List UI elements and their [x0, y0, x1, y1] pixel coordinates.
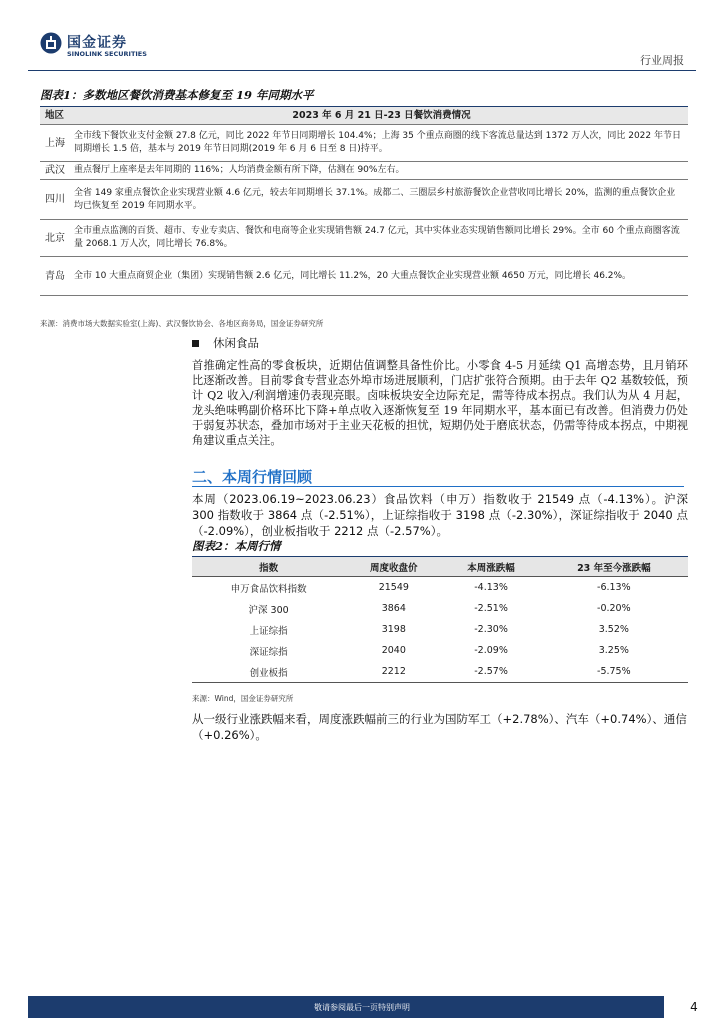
header-ytd-change: 23 年至今涨跌幅 [540, 557, 688, 577]
ytd-change: -0.20% [597, 603, 631, 614]
industry-paragraph: 从一级行业涨跌幅来看，周度涨跌幅前三的行业为国防军工（+2.78%）、汽车（+0.74%）、通信（+0.26%）。 [192, 712, 687, 742]
week-change: -2.09% [474, 645, 508, 656]
table-header [40, 106, 688, 125]
detail-cell: 全市 10 大重点商贸企业（集团）实现销售额 2.6 亿元，同比增长 11.2%，20 大重点餐饮企业实现营业额 4650 万元，同比增长 46.2%。 [74, 270, 632, 281]
snacks-heading [192, 335, 259, 351]
region-cell: 武汉 [45, 165, 65, 176]
index-name: 申万食品饮料指数 [230, 583, 307, 595]
figure1-title: 图表1：多数地区餐饮消费基本修复至 19 年同期水平 [40, 88, 314, 102]
figure2-title: 图表2：本周行情 [192, 539, 281, 553]
week-change: -2.51% [474, 603, 508, 614]
close-value: 2212 [345, 661, 442, 683]
section-title: 二、本周行情回顾 [192, 468, 313, 486]
index-name: 沪深 300 [248, 604, 289, 616]
region-cell: 四川 [45, 194, 65, 205]
header-week-change: 本周涨跌幅 [442, 557, 539, 577]
market-summary-paragraph: 本周（2023.06.19~2023.06.23）食品饮料（申万）指数收于 21549 点（-4.13%）。沪深 300 指数收于 3864 点（-2.51%），上证综指收于 3198 点（-2.30%），深证综指收于 2040 点（-2.09%），创业板指收于 2212 点（-2.57%）。 [192, 492, 688, 538]
region-cell: 北京 [45, 232, 65, 244]
header-index: 指数 [192, 557, 345, 577]
company-logo [40, 30, 150, 60]
figure2-source: 来源：Wind，国金证券研究所 [192, 694, 294, 703]
index-name: 深证综指 [249, 646, 288, 658]
table-row [192, 640, 688, 661]
ytd-change: -6.13% [597, 582, 631, 593]
logo-text-cn: 国金证券 [67, 35, 127, 51]
close-value: 3864 [381, 603, 406, 614]
section-divider [192, 486, 684, 487]
index-name: 创业板指 [192, 661, 345, 683]
table-row [40, 125, 688, 162]
sinolink-logo-icon [40, 32, 62, 54]
table-row [40, 180, 688, 220]
header-close: 周度收盘价 [345, 557, 442, 577]
week-change: -2.57% [442, 661, 539, 683]
detail-cell: 全市线下餐饮业支付金额 27.8 亿元，同比 2022 年节日同期增长 104.4%；上海 35 个重点商圈的线下客流总量达到 1372 万人次，同比 2022 年节日同期增长 1.5 倍，基本与 2019 年节日同期(2019 年 6 月 6 日至 8 日)持平。 [74, 131, 681, 154]
table-row [40, 220, 688, 257]
bullet-square-icon [192, 340, 199, 347]
close-value: 2040 [381, 645, 406, 656]
region-cell: 上海 [45, 137, 65, 149]
table-row [192, 661, 688, 683]
snacks-heading-text: 休闲食品 [213, 336, 259, 350]
week-change: -2.30% [474, 624, 508, 635]
ytd-change: -5.75% [540, 661, 688, 683]
header-divider [28, 70, 696, 71]
index-name: 上证综指 [249, 625, 288, 637]
close-value: 21549 [378, 582, 409, 593]
logo-text-en: SINOLINK SECURITIES [67, 50, 147, 58]
detail-cell: 全省 149 家重点餐饮企业实现营业额 4.6 亿元，较去年同期增长 37.1%。成都二、三圈层乡村旅游餐饮企业营收同比增长 20%，监测的重点餐饮企业均已恢复至 2019 年同期水平。 [74, 187, 676, 211]
week-change: -4.13% [474, 582, 508, 593]
close-value: 3198 [381, 624, 406, 635]
table-header-row [192, 557, 688, 577]
ytd-change: 3.25% [598, 645, 629, 656]
report-type: 行业周报 [640, 54, 684, 67]
detail-cell: 全市重点监测的百货、超市、专业专卖店、餐饮和电商等企业实现销售额 24.7 亿元，其中实体业态实现销售额同比增长 29%。全市 60 个重点商圈客流量 2068.1 万人次，同比增长 76.8%。 [74, 226, 680, 249]
figure2-table [192, 556, 688, 683]
footer-disclaimer[interactable]: 敬请参阅最后一页特别声明 [314, 1003, 410, 1012]
region-cell: 青岛 [45, 270, 65, 282]
table-row [192, 598, 688, 619]
ytd-change: 3.52% [598, 624, 629, 635]
header-region: 地区 [45, 110, 65, 121]
page-number: 4 [664, 996, 724, 1018]
figure1-table [40, 106, 688, 296]
snacks-paragraph: 首推确定性高的零食板块，近期估值调整具备性价比。小零食 4-5 月延续 Q1 高增态势，且月销环比逐渐改善。目前零食专营业态外埠市场进展顺利，门店扩张符合预期。由于去年 Q2 基数较低，预计 Q2 收入/利润增速仍表现亮眼。卤味板块安全边际充足，需等待成本拐点。我们认为从 4 月起，龙头绝味鸭副价格环比下降+单点收入逐渐恢复至 19 年同期水平，基本面已有改善。但消费力仍处于弱复苏状态，叠加市场对于主业天花板的担忧，短期仍处于磨底状态，仍需等待成本拐点，中期视角建议重点关注。 [192, 359, 688, 447]
table-row [40, 162, 688, 180]
detail-cell: 重点餐厅上座率是去年同期的 116%；人均消费金额有所下降，估测在 90%左右。 [74, 165, 405, 175]
table-row [192, 577, 688, 599]
table-row [40, 257, 688, 296]
table-row [192, 619, 688, 640]
figure1-source: 来源：消费市场大数据实验室(上海)、武汉餐饮协会、各地区商务局，国金证券研究所 [40, 319, 324, 328]
header-period: 2023 年 6 月 21 日-23 日餐饮消费情况 [292, 110, 471, 121]
